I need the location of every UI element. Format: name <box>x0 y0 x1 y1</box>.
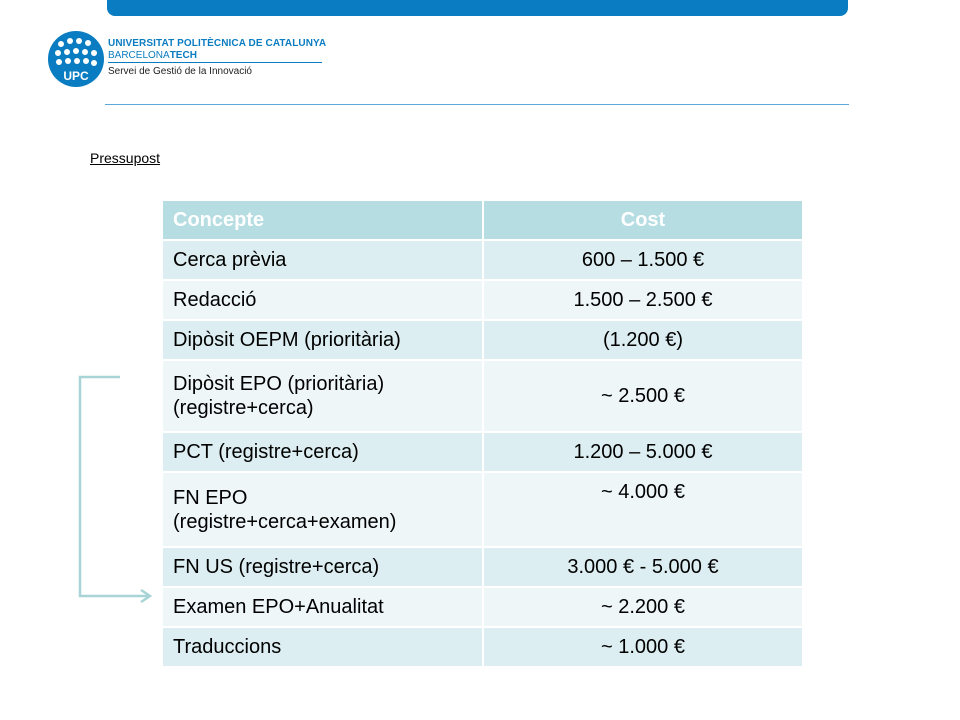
cost-cell: 1.500 – 2.500 € <box>483 280 803 320</box>
table-row <box>163 240 803 280</box>
concept-cell: Dipòsit OEPM (prioritària) <box>163 320 483 360</box>
table-row <box>163 360 803 432</box>
header-cost: Cost <box>483 201 803 240</box>
table-row <box>163 320 803 360</box>
table-row <box>163 472 803 547</box>
concept-cell: Traduccions <box>163 627 483 667</box>
cost-cell: ~ 2.500 € <box>483 360 803 432</box>
concept-cell: Dipòsit EPO (prioritària) (registre+cerca) <box>163 360 483 432</box>
budget-table <box>163 201 804 668</box>
concept-cell: Cerca prèvia <box>163 240 483 280</box>
campus-name-tech: TECH <box>169 50 197 61</box>
concept-cell: Redacció <box>163 280 483 320</box>
table-row <box>163 280 803 320</box>
logo-text: UPC <box>63 69 89 83</box>
cost-cell: ~ 4.000 € <box>483 472 803 547</box>
concept-cell: FN EPO (registre+cerca+examen) <box>163 472 483 547</box>
cost-cell: 3.000 € - 5.000 € <box>483 547 803 587</box>
cost-cell: 1.200 – 5.000 € <box>483 432 803 472</box>
table-row <box>163 432 803 472</box>
campus-name-city: BARCELONA <box>108 50 170 61</box>
section-title: Pressupost <box>90 150 161 166</box>
cost-cell: ~ 1.000 € <box>483 627 803 667</box>
table-row <box>163 627 803 667</box>
concept-cell: FN US (registre+cerca) <box>163 547 483 587</box>
concept-cell: PCT (registre+cerca) <box>163 432 483 472</box>
table-header-row <box>163 201 803 240</box>
cost-cell: 600 – 1.500 € <box>483 240 803 280</box>
table-row <box>163 547 803 587</box>
header-concept: Concepte <box>163 201 483 240</box>
table-row <box>163 587 803 627</box>
university-name: UNIVERSITAT POLITÈCNICA DE CATALUNYA <box>108 38 327 49</box>
service-name: Servei de Gestió de la Innovació <box>108 66 252 77</box>
cost-cell: (1.200 €) <box>483 320 803 360</box>
cost-cell: ~ 2.200 € <box>483 587 803 627</box>
concept-cell: Examen EPO+Anualitat <box>163 587 483 627</box>
